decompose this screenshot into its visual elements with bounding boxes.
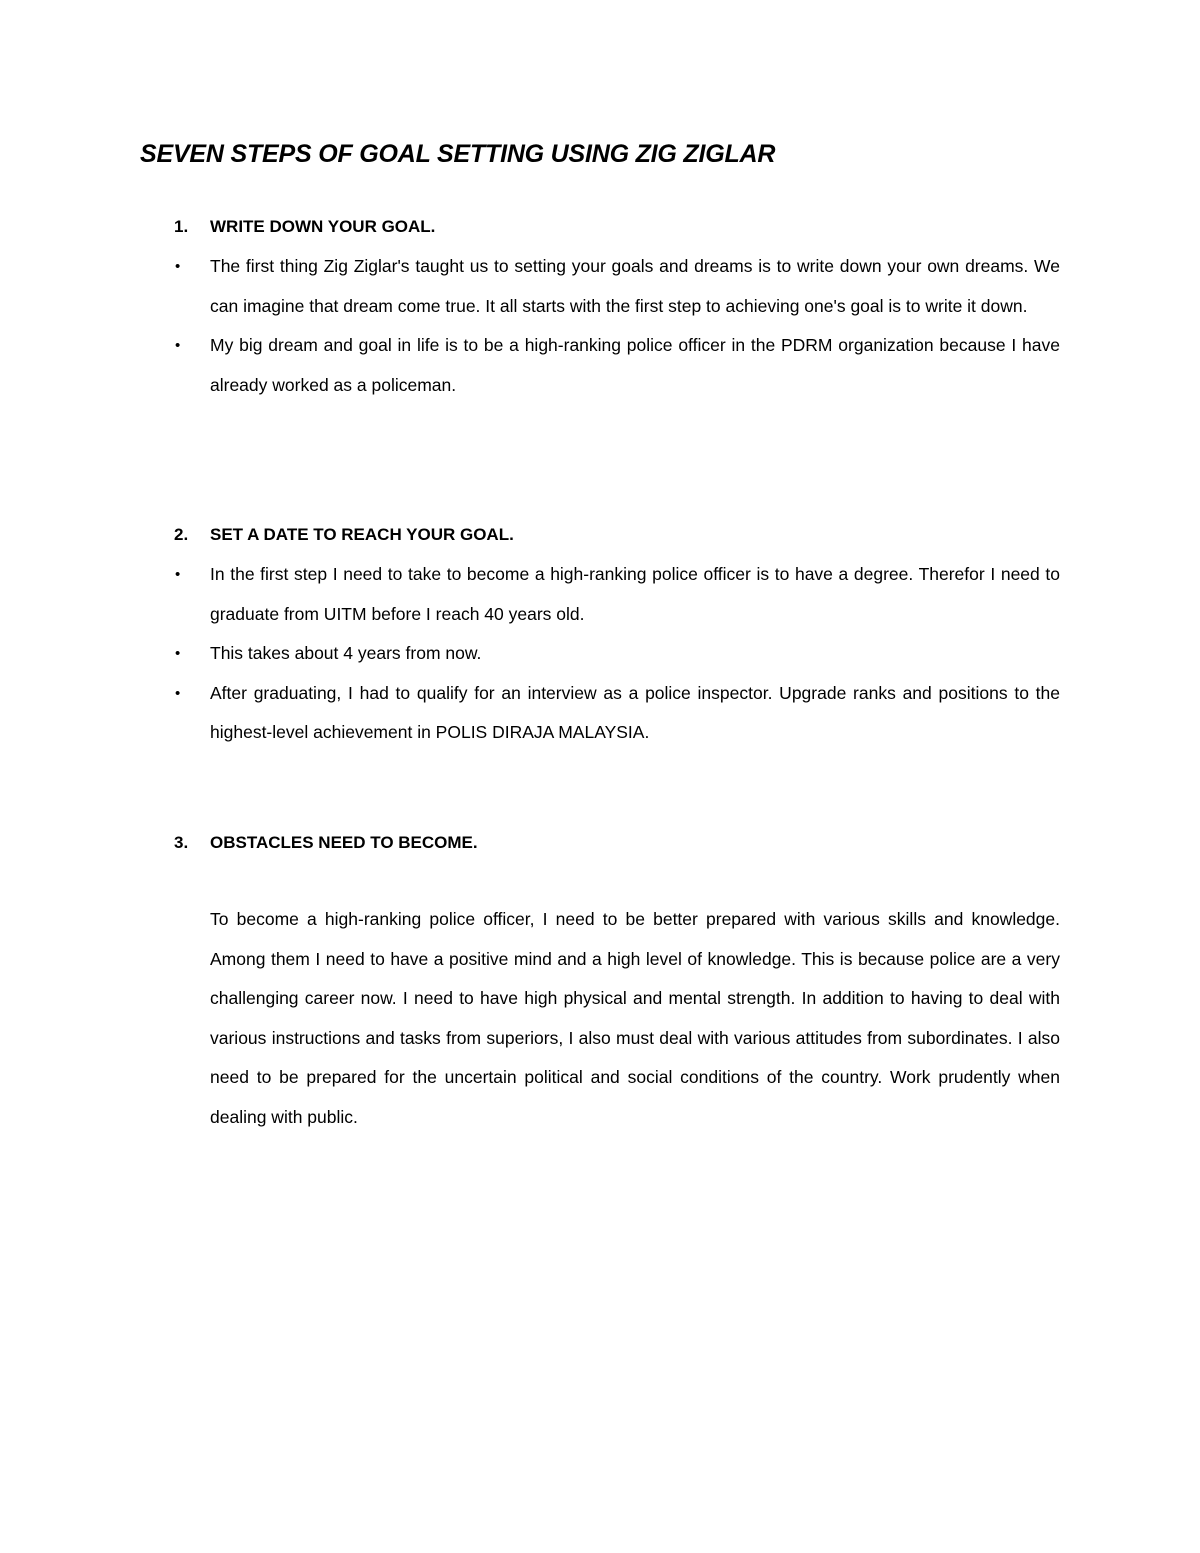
bullet-text: My big dream and goal in life is to be a high-ranking police officer in the PDRM organization because I have already worked as a policeman. [210, 335, 1060, 395]
document-title: SEVEN STEPS OF GOAL SETTING USING ZIG ZIGLAR [140, 140, 776, 168]
bullet-text: This takes about 4 years from now. [210, 643, 482, 664]
section-paragraph: To become a high-ranking police officer, I need to be better prepared with various skills and knowledge. Among them I need to have a positive mind and a high level of knowledge. This is because police are a very challenging career now. I need to have high physical and mental strength. In addition to having to deal with various instructions and tasks from superiors, I also must deal with various attitudes from subordinates. I also need to be prepared for the uncertain political and social conditions of the country. Work prudently when dealing with public. [210, 909, 1060, 1127]
list-item [0, 326, 1200, 405]
list-item [0, 555, 1200, 634]
bullet-text: After graduating, I had to qualify for an interview as a police inspector. Upgrade ranks and positions to the highest-level achievement in POLIS DIRAJA MALAYSIA. [210, 682, 1060, 743]
section-number: 1. [174, 217, 189, 236]
bullet-icon: • [175, 645, 181, 663]
bullet-icon: • [175, 684, 181, 702]
section-title: OBSTACLES NEED TO BECOME. [210, 833, 478, 852]
bullet-icon: • [175, 337, 181, 355]
section-number: 3. [174, 833, 189, 852]
list-item [0, 674, 1200, 753]
bullet-text: In the first step I need to take to become a high-ranking police officer is to have a degree. Therefor I need to graduate from UITM before I reach 40 years old. [210, 564, 1060, 624]
bullet-list [0, 247, 1200, 405]
section-title: WRITE DOWN YOUR GOAL. [210, 217, 436, 236]
bullet-text: The first thing Zig Ziglar's taught us to setting your goals and dreams is to write down your own dreams. We can imagine that dream come true. It all starts with the first step to achieving one's goal is to write it down. [210, 256, 1060, 316]
bullet-list [0, 555, 1200, 753]
section-title: SET A DATE TO REACH YOUR GOAL. [210, 525, 514, 544]
list-item [0, 247, 1200, 326]
list-item [0, 634, 1200, 674]
bullet-icon: • [175, 566, 181, 583]
section-number: 2. [174, 525, 189, 544]
bullet-icon: • [175, 258, 181, 275]
